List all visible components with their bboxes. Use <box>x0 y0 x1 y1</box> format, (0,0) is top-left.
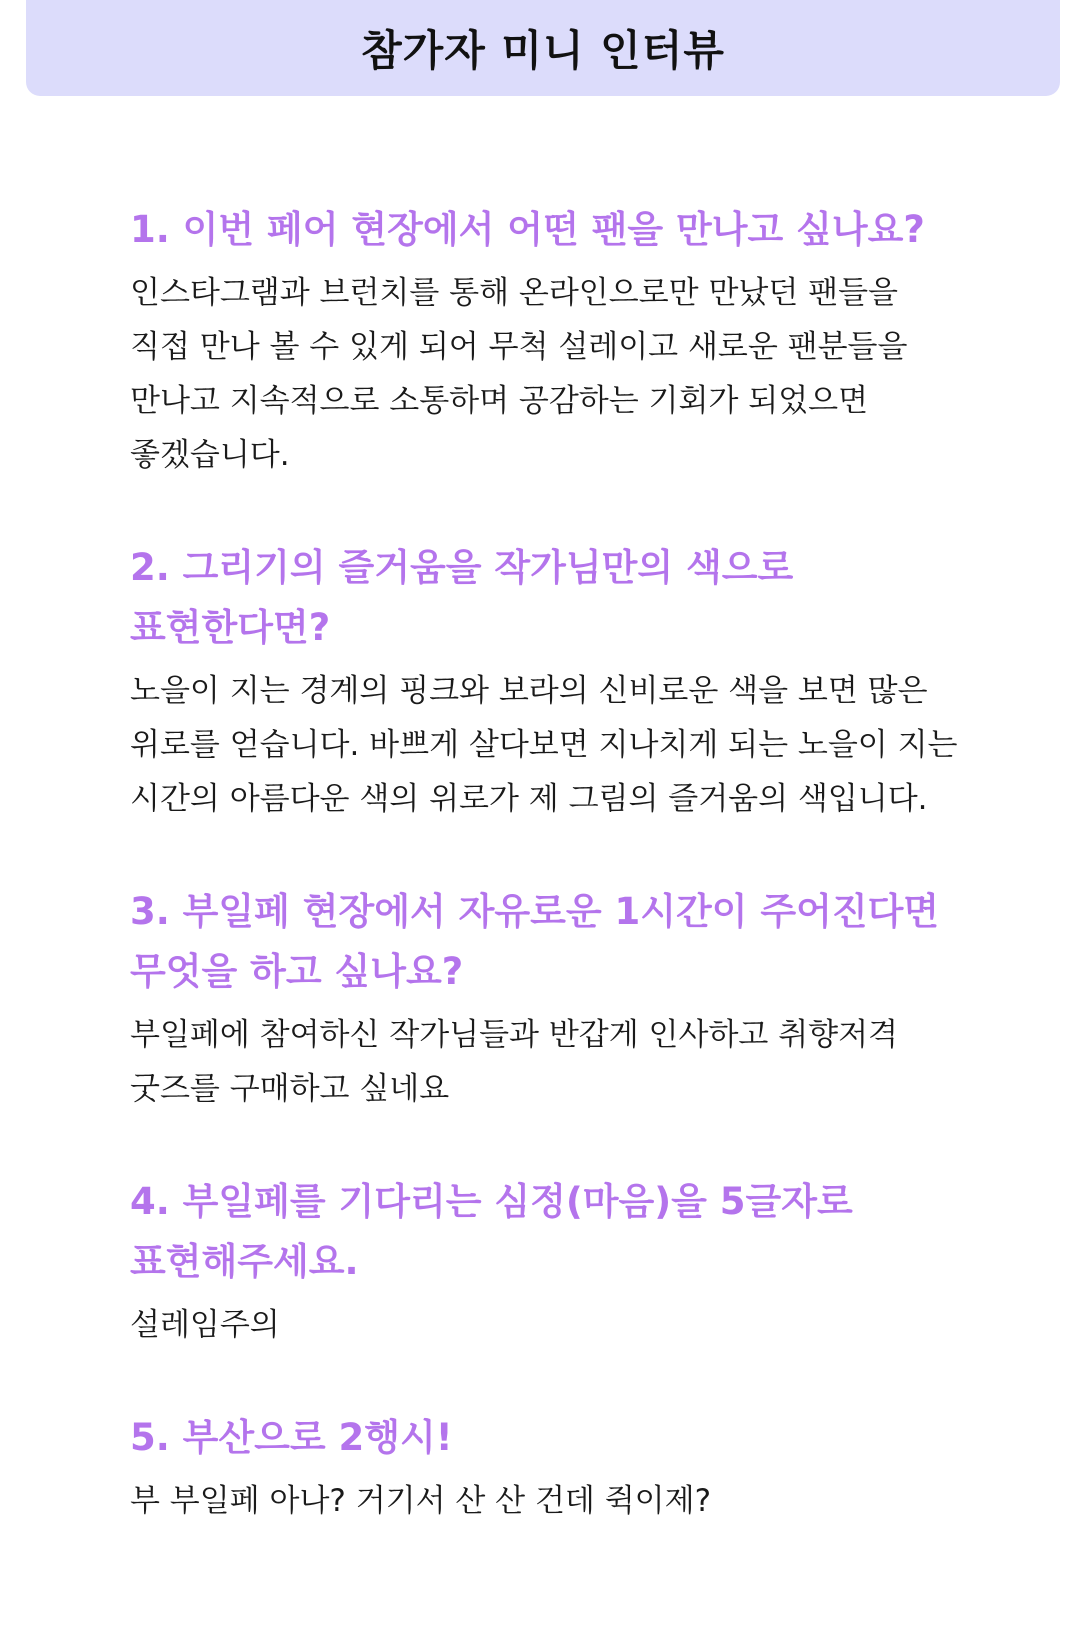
qa-item-1 <box>130 200 960 482</box>
qa-item-3 <box>130 882 960 1116</box>
answer-1: 인스타그램과 브런치를 통해 온라인으로만 만났던 팬들을 직접 만나 볼 수 있게 되어 무척 설레이고 새로운 팬분들을 만나고 지속적으로 소통하며 공감하는 기회가 되었으면 좋겠습니다. <box>130 275 908 473</box>
answer-2: 노을이 지는 경계의 핑크와 보라의 신비로운 색을 보면 많은 위로를 얻습니다. 바쁘게 살다보면 지나치게 되는 노을이 지는 시간의 아름다운 색의 위로가 제 그림의 즐거움의 색입니다. <box>130 673 958 817</box>
qa-item-5 <box>130 1408 960 1528</box>
header-banner <box>26 0 1060 96</box>
page-title: 참가자 미니 인터뷰 <box>361 26 725 75</box>
question-5: 5. 부산으로 2행시! <box>130 1416 453 1459</box>
answer-5: 부 부일페 아나? 거기서 산 산 건데 쥑이제? <box>130 1483 712 1519</box>
question-3: 3. 부일페 현장에서 자유로운 1시간이 주어진다면 무엇을 하고 싶나요? <box>130 890 940 993</box>
question-4: 4. 부일페를 기다리는 심정(마음)을 5글자로 표현해주세요. <box>130 1180 853 1283</box>
answer-4: 설레임주의 <box>130 1307 280 1343</box>
qa-item-4 <box>130 1172 960 1352</box>
answer-3: 부일페에 참여하신 작가님들과 반갑게 인사하고 취향저격 굿즈를 구매하고 싶네요 <box>130 1017 898 1107</box>
question-2: 2. 그리기의 즐거움을 작가님만의 색으로 표현한다면? <box>130 546 794 649</box>
qa-item-2 <box>130 538 960 826</box>
interview-content <box>130 200 960 1528</box>
question-1: 1. 이번 페어 현장에서 어떤 팬을 만나고 싶나요? <box>130 208 925 251</box>
